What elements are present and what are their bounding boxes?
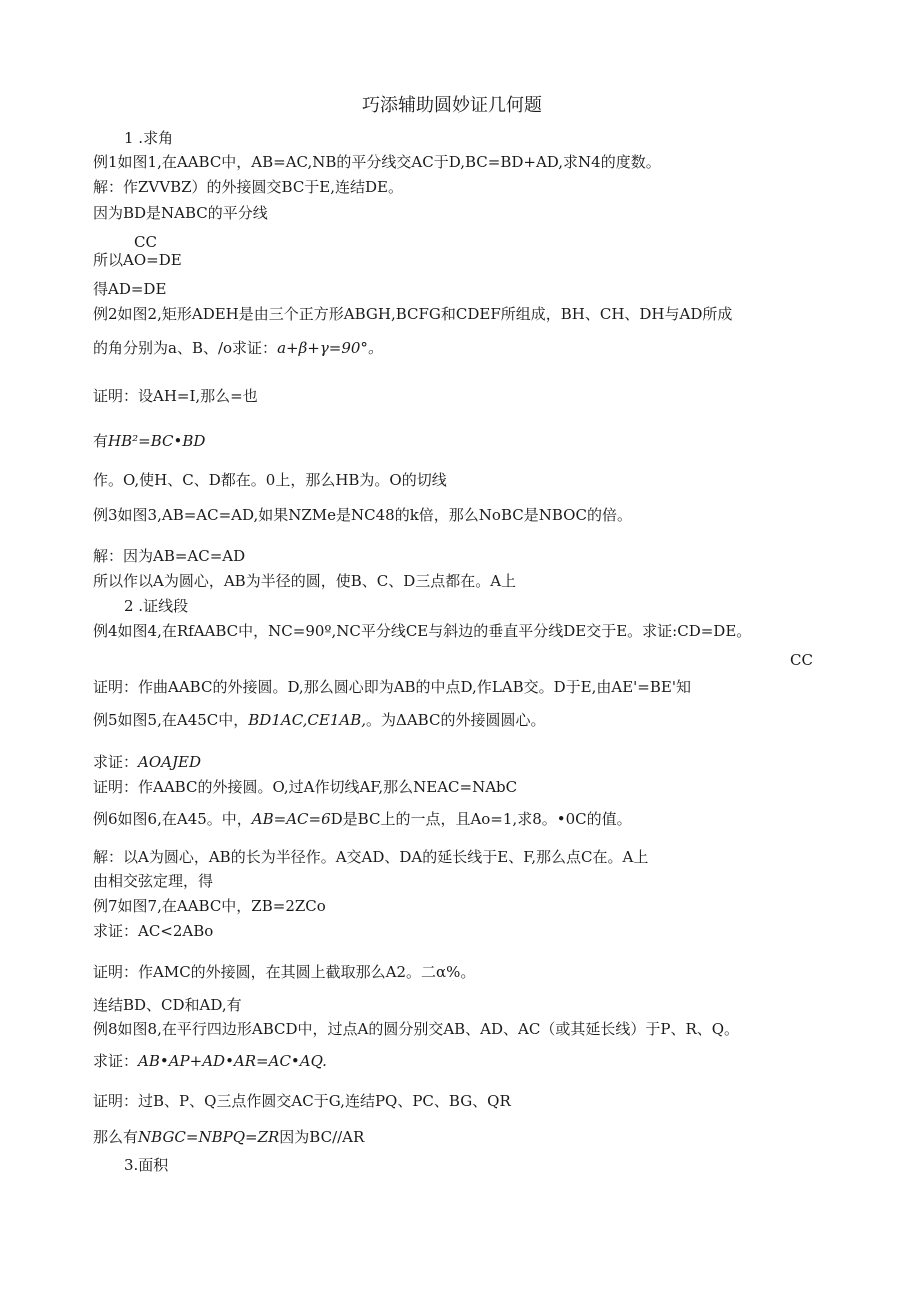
section-heading-angles: 1 .求角 [124, 129, 174, 147]
proof-line: 证明：作AMC的外接圆，在其圆上截取那么A2。二α%。 [93, 963, 476, 981]
formula-fragment: CC [134, 233, 157, 251]
text-line: 因为BD是NABC的平分线 [93, 204, 268, 222]
text-fragment: 例5如图5,在A45C中， [93, 711, 249, 729]
formula: AB•AP+AD•AR=AC•AQ. [138, 1052, 327, 1070]
formula: AOAJED [138, 753, 201, 771]
formula: NBGC=NBPQ=ZR [138, 1128, 280, 1146]
text-line [93, 752, 201, 772]
text-fragment: 例6如图6,在A45。中， [93, 810, 252, 828]
solution-line: 解：以A为圆心，AB的长为半径作。A交AD、DA的延长线于E、F,那么点C在。A上 [93, 848, 649, 866]
example-3: 例3如图3,AB=AC=AD,如果NZMe是NC48的k倍，那么NoBC是NBOC的倍。 [93, 506, 632, 524]
proof-line: 证明：作曲AABC的外接圆。D,那么圆心即为AB的中点D,作LAB交。D于E,由AE'=BE'知 [93, 678, 691, 696]
proof-line: 证明：作AABC的外接圆。O,过A作切线AF,那么NEAC=NAbC [93, 778, 518, 796]
text-line [93, 1127, 364, 1147]
text-fragment: 求证： [93, 753, 139, 771]
text-fragment: 有 [93, 432, 109, 450]
text-fragment: 那么有 [93, 1128, 139, 1146]
solution-line: 解：作ZVVBZ）的外接圆交BC于E,连结DE。 [93, 178, 404, 196]
text-fragment: 的角分别为a、B、/o求证： [93, 339, 278, 357]
formula-fragment: CC [790, 651, 813, 669]
example-7: 例7如图7,在AABC中，ZB=2ZCo [93, 897, 326, 915]
text-fragment: 求证： [93, 1052, 139, 1070]
text-fragment: D是BC上的一点，且Ao=1,求8。•0C的值。 [330, 810, 632, 828]
section-heading-area: 3.面积 [124, 1156, 169, 1174]
formula: HB²=BC•BD [108, 432, 206, 450]
text-line: 所以作以A为圆心，AB为半径的圆，使B、C、D三点都在。A上 [93, 572, 517, 590]
example-4: 例4如图4,在RfAABC中，NC=90º,NC平分线CE与斜边的垂直平分线DE交于E。求证:CD=DE。 [93, 622, 752, 640]
formula: a+β+γ=90°。 [277, 339, 383, 357]
example-2: 例2如图2,矩形ADEH是由三个正方形ABGH,BCFG和CDEF所组成，BH、CH、DH与AD所成 [93, 305, 733, 323]
text-line: 作。O,使H、C、D都在。0上，那么HB为。O的切线 [93, 471, 447, 489]
proof-line: 证明：过B、P、Q三点作圆交AC于G,连结PQ、PC、BG、QR [93, 1092, 511, 1110]
text-fragment: 因为BC//AR [279, 1128, 365, 1146]
text-line: 求证：AC<2ABo [93, 922, 214, 940]
document-title: 巧添辅助圆妙证几何题 [362, 95, 542, 116]
text-line [93, 431, 205, 451]
example-6 [93, 809, 632, 829]
text-fragment: 。为ΔABC的外接圆圆心。 [366, 711, 546, 729]
formula: BD1AC,CE1AB, [248, 711, 366, 729]
proof-line: 证明：设AH=I,那么=也 [93, 387, 258, 405]
example-8: 例8如图8,在平行四边形ABCD中，过点A的圆分别交AB、AD、AC（或其延长线）于P、R、Q。 [93, 1020, 740, 1038]
example-5 [93, 710, 545, 730]
text-line: 连结BD、CD和AD,有 [93, 996, 242, 1014]
text-line [93, 338, 383, 358]
text-line: 由相交弦定理，得 [93, 872, 214, 890]
text-line: 得AD=DE [93, 280, 167, 298]
section-heading-segments: 2 .证线段 [124, 597, 189, 615]
text-line [93, 1051, 327, 1071]
text-line: 所以AO=DE [93, 251, 182, 269]
formula: AB=AC=6 [251, 810, 331, 828]
solution-line: 解：因为AB=AC=AD [93, 547, 246, 565]
example-1: 例1如图1,在AABC中，AB=AC,NB的平分线交AC于D,BC=BD+AD,求N4的度数。 [93, 153, 661, 171]
